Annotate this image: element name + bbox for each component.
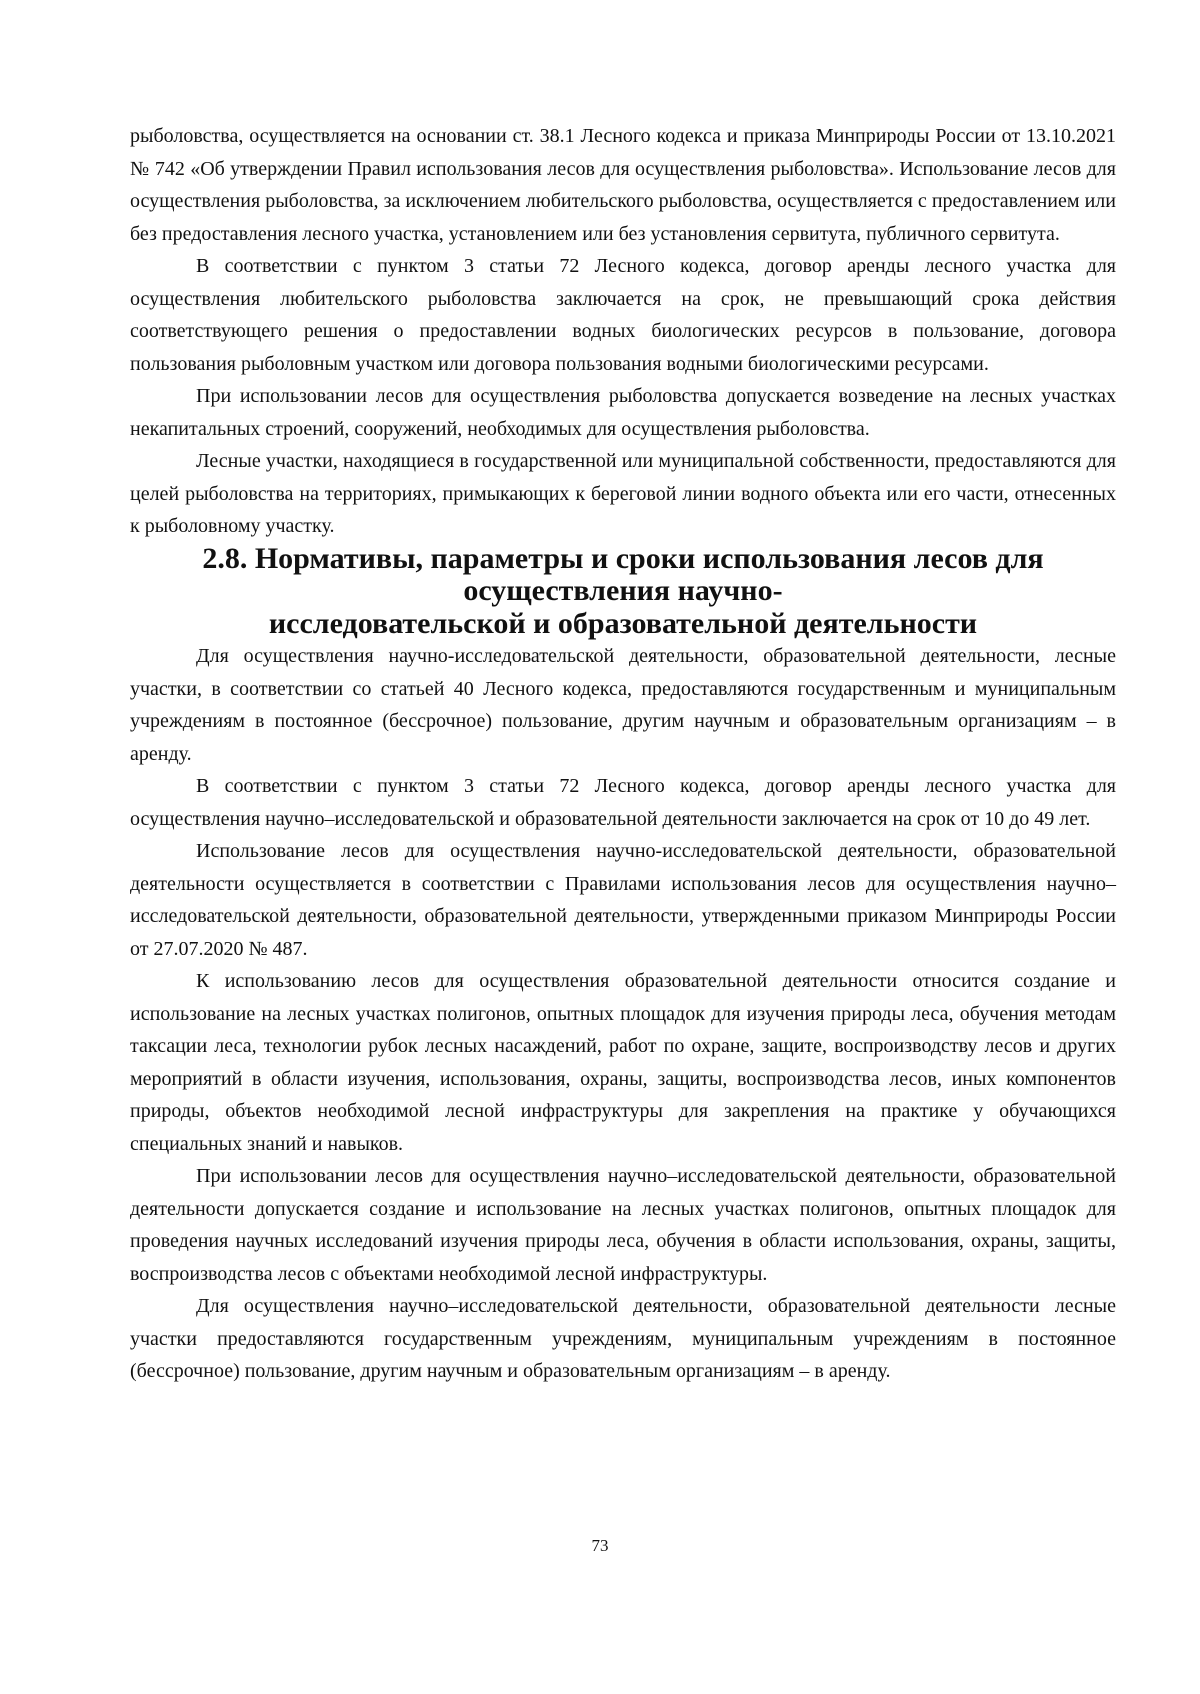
section-heading: [130, 543, 1116, 641]
paragraph: В соответствии с пунктом 3 статьи 72 Лесного кодекса, договор аренды лесного участка для осуществления научно–исследовательской и образовательной деятельности заключается на срок от 10 до 49 лет.: [130, 775, 1116, 830]
paragraph: Для осуществления научно–исследовательской деятельности, образовательной деятельности лесные участки предоставляются государственным учреждениям, муниципальным учреждениям в постоянное (бессрочное) пользование, другим научным и образовательным организациям – в аренду.: [130, 1295, 1116, 1382]
paragraph: Для осуществления научно-исследовательской деятельности, образовательной деятельности, лесные участки, в соответствии со статьей 40 Лесного кодекса, предоставляются государственным и муниципальным учреждениям в постоянное (бессрочное) пользование, другим научным и образовательным организациям – в аренду.: [130, 645, 1116, 765]
document-page: [130, 120, 1116, 1388]
paragraph: Использование лесов для осуществления научно-исследовательской деятельности, образовательной деятельности осуществляется в соответствии с Правилами использования лесов для осуществления научно–исследовательской деятельности, образовательной деятельности, утвержденными приказом Минприроды России от 27.07.2020 № 487.: [130, 840, 1116, 960]
paragraph: К использованию лесов для осуществления образовательной деятельности относится создание и использование на лесных участках полигонов, опытных площадок для изучения природы леса, обучения методам таксации леса, технологии рубок лесных насаждений, работ по охране, защите, воспроизводству лесов и других мероприятий в области изучения, использования, охраны, защиты, воспроизводства лесов, иных компонентов природы, объектов необходимой лесной инфраструктуры для закрепления на практике у обучающихся специальных знаний и навыков.: [130, 970, 1116, 1155]
section-heading-line-1: 2.8. Нормативы, параметры и сроки использования лесов для осуществления научно-: [202, 541, 1044, 607]
paragraph: В соответствии с пунктом 3 статьи 72 Лесного кодекса, договор аренды лесного участка для осуществления любительского рыболовства заключается на срок, не превышающий срока действия соответствующего решения о предоставлении водных биологических ресурсов в пользование, договора пользования рыболовным участком или договора пользования водными биологическими ресурсами.: [130, 255, 1116, 375]
page-number: 73: [591, 1536, 609, 1555]
section-heading-line-2: исследовательской и образовательной деятельности: [268, 606, 978, 640]
paragraph-continuation: рыболовства, осуществляется на основании ст. 38.1 Лесного кодекса и приказа Минприроды России от 13.10.2021 № 742 «Об утверждении Правил использования лесов для осуществления рыболовства». Использование лесов для осуществления рыболовства, за исключением любительского рыболовства, осуществляется с предоставлением или без предоставления лесного участка, установлением или без установления сервитута, публичного сервитута.: [130, 125, 1116, 245]
paragraph: При использовании лесов для осуществления научно–исследовательской деятельности, образовательной деятельности допускается создание и использование на лесных участках полигонов, опытных площадок для проведения научных исследований изучения природы леса, обучения в области использования, охраны, защиты, воспроизводства лесов с объектами необходимой лесной инфраструктуры.: [130, 1165, 1116, 1285]
paragraph: При использовании лесов для осуществления рыболовства допускается возведение на лесных участках некапитальных строений, сооружений, необходимых для осуществления рыболовства.: [130, 385, 1116, 440]
paragraph: Лесные участки, находящиеся в государственной или муниципальной собственности, предоставляются для целей рыболовства на территориях, примыкающих к береговой линии водного объекта или его части, отнесенных к рыболовному участку.: [130, 450, 1116, 537]
